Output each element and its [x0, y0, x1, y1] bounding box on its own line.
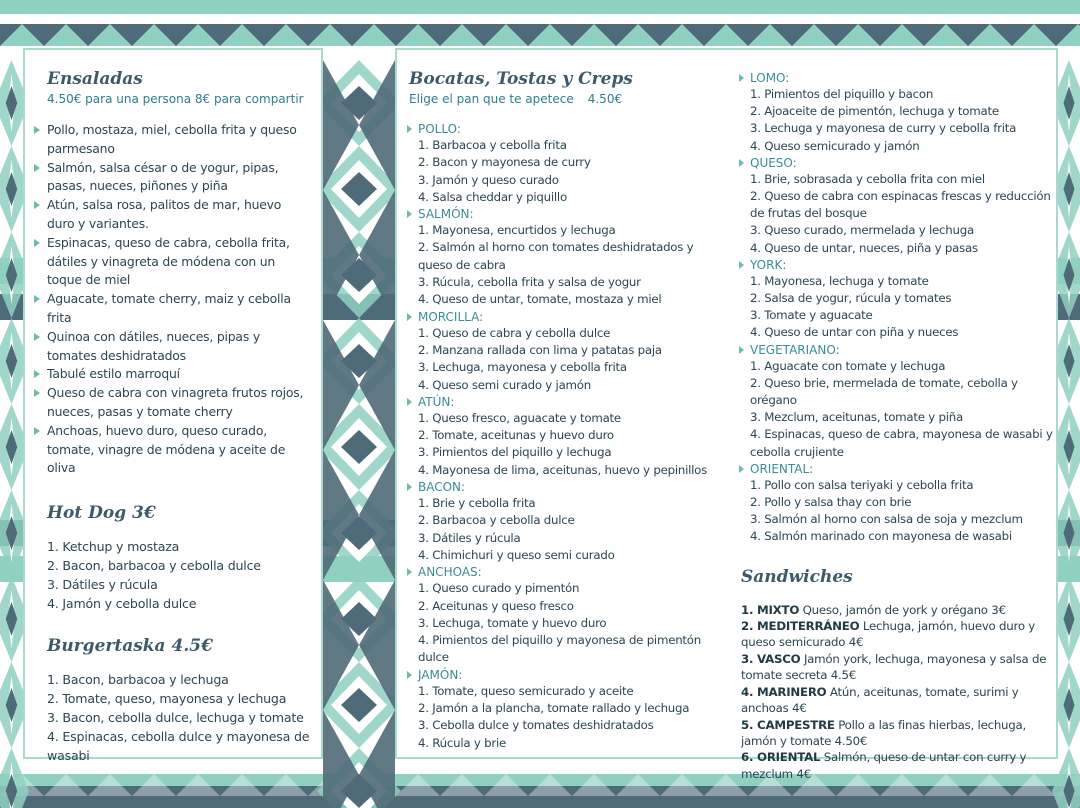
bullet-arrow-icon: [739, 159, 744, 167]
bullet-arrow-icon: [34, 201, 40, 209]
ensaladas-list: [47, 121, 311, 478]
ensalada-item: [47, 234, 311, 290]
bocata-option: 2. Pollo y salsa thay con brie: [750, 495, 912, 510]
bullet-arrow-icon: [34, 126, 40, 134]
sandwich-description: Queso, jamón de york y orégano 3€: [799, 602, 1006, 617]
bullet-arrow-icon: [739, 465, 744, 473]
bocata-category-name: LOMO:: [750, 71, 790, 85]
bocata-option: 2. Ajoaceite de pimentón, lechuga y tomate: [750, 104, 999, 119]
ensalada-item: [47, 290, 311, 328]
sandwich-description: Salmón, queso de untar con curry y mezclum 4€: [741, 750, 1027, 781]
bocata-category: [739, 70, 1057, 86]
bocata-category-name: POLLO:: [418, 122, 461, 136]
bocata-category: [407, 309, 729, 325]
bocata-options: [739, 358, 1057, 461]
bocata-category-name: VEGETARIANO:: [750, 342, 840, 357]
bocatas-categories-1: [407, 121, 729, 752]
sandwich-description: Lechuga, jamón, huevo duro y queso semicurado 4€: [741, 619, 1036, 650]
hotdog-item: 3. Dátiles y rúcula: [47, 577, 158, 593]
bullet-arrow-icon: [407, 568, 412, 576]
bullet-arrow-icon: [34, 164, 40, 172]
sandwich-item: [741, 749, 1057, 782]
sandwich-name: 2. MEDITERRÁNEO: [741, 619, 860, 634]
sandwich-name: 6. ORIENTAL: [741, 750, 821, 765]
bocata-option: 1. Barbacoa y cebolla frita: [418, 138, 567, 152]
bocata-option: 3. Tomate y aguacate: [750, 308, 873, 323]
bocata-category-name: JAMÓN:: [418, 667, 463, 682]
bocata-option: 2. Aceitunas y queso fresco: [418, 598, 574, 613]
bocata-option: 3. Pimientos del piquillo y lechuga: [418, 445, 612, 460]
bocata-option: 4. Pimientos del piquillo y mayonesa de pimentón dulce: [418, 633, 702, 665]
bocata-category-name: BACON:: [418, 480, 466, 495]
burgertaska-item: 3. Bacon, cebolla dulce, lechuga y tomate: [47, 710, 304, 726]
bocata-option: 1. Mayonesa, encurtidos y lechuga: [418, 223, 616, 238]
bullet-arrow-icon: [407, 483, 412, 491]
bocata-options: [407, 683, 729, 752]
ensalada-item: [47, 121, 311, 159]
ensalada-item-text: Aguacate, tomate cherry, maiz y cebolla frita: [47, 291, 291, 325]
bocata-category: [407, 121, 729, 137]
bocata-option: 4. Queso de untar, tomate, mostaza y miel: [418, 292, 662, 307]
bocata-options: [407, 137, 729, 206]
sandwiches-list: [741, 602, 1057, 782]
ensalada-item-text: Tabulé estilo marroquí: [47, 366, 180, 382]
burgertaska-item: 1. Bacon, barbacoa y lechuga: [47, 672, 229, 688]
bocata-option: 3. Jamón y queso curado: [418, 172, 559, 187]
bocata-options: [739, 273, 1057, 342]
bocata-category-name: ORIENTAL:: [750, 461, 814, 476]
ensalada-item-text: Anchoas, huevo duro, queso curado, tomate, vinagre de módena y aceite de oliva: [47, 422, 286, 476]
ensaladas-title: Ensaladas: [47, 69, 143, 89]
burgertaska-item: 4. Espinacas, cebolla dulce y mayonesa de wasabi: [47, 729, 310, 764]
sandwich-item: [741, 618, 1057, 651]
bocata-option: 2. Bacon y mayonesa de curry: [418, 155, 591, 170]
bocata-options: [739, 171, 1057, 257]
bocata-option: 1. Queso curado y pimentón: [418, 581, 580, 596]
sandwich-item: [741, 651, 1057, 684]
bocata-options: [407, 580, 729, 666]
bocata-category: [739, 257, 1057, 273]
burgertaska-item: 2. Tomate, queso, mayonesa y lechuga: [47, 691, 287, 707]
ensalada-item: [47, 328, 311, 366]
bocata-option: 2. Manzana rallada con lima y patatas paja: [418, 342, 662, 357]
hotdog-list: [47, 537, 311, 613]
bocata-category: [407, 479, 729, 495]
bocata-options: [739, 86, 1057, 155]
hotdog-title: Hot Dog 3€: [47, 503, 156, 524]
bocatas-column: [409, 50, 729, 752]
hotdog-item: 1. Ketchup y mostaza: [47, 539, 180, 555]
bocata-option: 4. Queso semi curado y jamón: [418, 377, 591, 392]
sandwich-item: [741, 684, 1057, 717]
bocata-option: 4. Queso semicurado y jamón: [750, 138, 920, 153]
bullet-arrow-icon: [407, 210, 412, 218]
bocatas-price: 4.50€: [587, 92, 623, 106]
bullet-arrow-icon: [34, 389, 40, 397]
bocata-option: 1. Queso de cabra y cebolla dulce: [418, 325, 611, 340]
bocata-option: 1. Tomate, queso semicurado y aceite: [418, 683, 634, 698]
sandwich-name: 3. VASCO: [741, 651, 801, 666]
left-menu-panel: [23, 48, 323, 764]
bocatas-bread-note: Elige el pan que te apetece: [409, 92, 574, 106]
bullet-arrow-icon: [739, 74, 744, 82]
bocata-category-name: ANCHOAS:: [418, 565, 482, 580]
bocata-option: 4. Salsa cheddar y piquillo: [418, 189, 567, 204]
bocata-option: 3. Cebolla dulce y tomates deshidratados: [418, 718, 654, 733]
sandwich-description: Atún, aceitunas, tomate, surimi y anchoas 4€: [741, 684, 1019, 716]
ensalada-item-text: Queso de cabra con vinagreta frutos rojos, nueces, pasas y tomate cherry: [47, 385, 304, 419]
bocata-category: [407, 667, 729, 683]
ensalada-item: [47, 384, 311, 422]
bocatas-categories-2: [739, 70, 1057, 546]
bocata-option: 3. Lechuga y mayonesa de curry y cebolla frita: [750, 121, 1017, 136]
bocata-option: 2. Barbacoa y cebolla dulce: [418, 513, 575, 528]
bullet-arrow-icon: [34, 295, 40, 303]
ensalada-item: [47, 422, 311, 478]
bocata-options: [407, 410, 729, 479]
ensalada-item-text: Atún, salsa rosa, palitos de mar, huevo duro y variantes.: [47, 197, 282, 231]
bocata-category: [407, 206, 729, 222]
bocatas-subtitle: [409, 91, 729, 107]
bocata-category-name: MORCILLA:: [418, 309, 484, 324]
bullet-arrow-icon: [34, 239, 40, 247]
bocata-option: 2. Queso de cabra con espinacas frescas y reducción de frutas del bosque: [750, 189, 1051, 221]
burgertaska-list: [47, 670, 311, 765]
bullet-arrow-icon: [739, 261, 744, 269]
bocata-option: 3. Lechuga, mayonesa y cebolla frita: [418, 360, 627, 375]
ensalada-item-text: Salmón, salsa césar o de yogur, pipas, pasas, nueces, piñones y piña: [47, 159, 279, 194]
bocatas-title: Bocatas, Tostas y Creps: [409, 69, 633, 89]
sandwich-description: Jamón york, lechuga, mayonesa y salsa de tomate secreta 4.5€: [741, 651, 1047, 683]
bocata-option: 3. Queso curado, mermelada y lechuga: [750, 223, 974, 238]
bocata-option: 3. Lechuga, tomate y huevo duro: [418, 615, 607, 630]
bocata-option: 3. Mezclum, aceitunas, tomate y piña: [750, 410, 963, 425]
bocatas-column-2: [739, 50, 1057, 782]
bocata-category-name: SALMÓN:: [418, 207, 474, 222]
bocata-option: 1. Brie y cebolla frita: [418, 496, 536, 511]
bocata-option: 4. Espinacas, queso de cabra, mayonesa de wasabi y cebolla crujiente: [750, 427, 1053, 459]
bocata-option: 1. Pimientos del piquillo y bacon: [750, 87, 934, 101]
ensalada-item-text: Pollo, mostaza, miel, cebolla frita y queso parmesano: [47, 122, 297, 156]
bullet-arrow-icon: [407, 398, 412, 406]
bocata-option: 4. Mayonesa de lima, aceitunas, huevo y pepinillos: [418, 462, 708, 477]
sandwich-description: Pollo a las finas hierbas, lechuga, jamón y tomate 4.50€: [741, 717, 1026, 748]
bocata-options: [407, 325, 729, 394]
bocata-option: 2. Jamón a la plancha, tomate rallado y lechuga: [418, 701, 690, 716]
sandwich-name: 4. MARINERO: [741, 684, 827, 699]
bocata-option: 2. Salmón al horno con tomates deshidratados y queso de cabra: [418, 240, 694, 272]
ensalada-item-text: Quinoa con dátiles, nueces, pipas y tomates deshidratados: [47, 328, 260, 363]
bullet-arrow-icon: [34, 333, 40, 341]
bocata-option: 1. Pollo con salsa teriyaki y cebolla frita: [750, 477, 974, 492]
sandwiches-title: Sandwiches: [741, 566, 853, 587]
bullet-arrow-icon: [34, 370, 40, 378]
bocata-option: 4. Chimichuri y queso semi curado: [418, 547, 615, 562]
bocata-option: 3. Salmón al horno con salsa de soja y mezclum: [750, 512, 1023, 527]
bocata-option: 1. Aguacate con tomate y lechuga: [750, 358, 946, 373]
bocata-category: [407, 394, 729, 410]
hotdog-item: 4. Jamón y cebolla dulce: [47, 596, 197, 612]
bullet-arrow-icon: [739, 346, 744, 354]
bocata-option: 1. Queso fresco, aguacate y tomate: [418, 410, 621, 425]
bocata-category: [739, 155, 1057, 171]
bocata-option: 4. Queso de untar con piña y nueces: [750, 325, 959, 340]
bocata-option: 3. Rúcula, cebolla frita y salsa de yogur: [418, 275, 641, 290]
bocata-option: 1. Mayonesa, lechuga y tomate: [750, 273, 929, 288]
bocata-option: 4. Queso de untar, nueces, piña y pasas: [750, 240, 978, 255]
ensaladas-price: 4.50€ para una persona 8€ para compartir: [47, 92, 304, 106]
bocata-category: [739, 342, 1057, 358]
bullet-arrow-icon: [34, 427, 40, 435]
ensalada-item: [47, 365, 311, 384]
bocata-option: 1. Brie, sobrasada y cebolla frita con miel: [750, 171, 985, 186]
bocata-category-name: YORK:: [750, 257, 787, 272]
bullet-arrow-icon: [407, 313, 412, 321]
bocata-option: 2. Queso brie, mermelada de tomate, cebolla y orégano: [750, 375, 1018, 408]
bocata-category-name: QUESO:: [750, 155, 797, 170]
hotdog-item: 2. Bacon, barbacoa y cebolla dulce: [47, 558, 261, 574]
sandwich-item: [741, 602, 1057, 618]
burgertaska-title: Burgertaska 4.5€: [47, 636, 213, 657]
bullet-arrow-icon: [407, 125, 412, 133]
bocata-category: [739, 461, 1057, 477]
bocata-options: [407, 222, 729, 308]
bocata-option: 3. Dátiles y rúcula: [418, 530, 521, 545]
sandwich-item: [741, 717, 1057, 750]
bullet-arrow-icon: [407, 671, 412, 679]
bocata-option: 2. Salsa de yogur, rúcula y tomates: [750, 291, 952, 306]
right-menu-panel: [395, 48, 1058, 781]
sandwich-name: 1. MIXTO: [741, 602, 800, 617]
bocata-category-name: ATÚN:: [418, 394, 455, 409]
bocata-option: 2. Tomate, aceitunas y huevo duro: [418, 428, 614, 443]
bocata-options: [407, 495, 729, 564]
bocata-option: 4. Rúcula y brie: [418, 735, 506, 750]
ensalada-item-text: Espinacas, queso de cabra, cebolla frita, dátiles y vinagreta de módena con un toque de miel: [47, 234, 290, 288]
sandwich-name: 5. CAMPESTRE: [741, 717, 835, 732]
bocata-options: [739, 477, 1057, 546]
bocata-option: 4. Salmón marinado con mayonesa de wasabi: [750, 529, 1012, 544]
ensalada-item: [47, 196, 311, 234]
ensalada-item: [47, 159, 311, 197]
bocata-category: [407, 564, 729, 580]
